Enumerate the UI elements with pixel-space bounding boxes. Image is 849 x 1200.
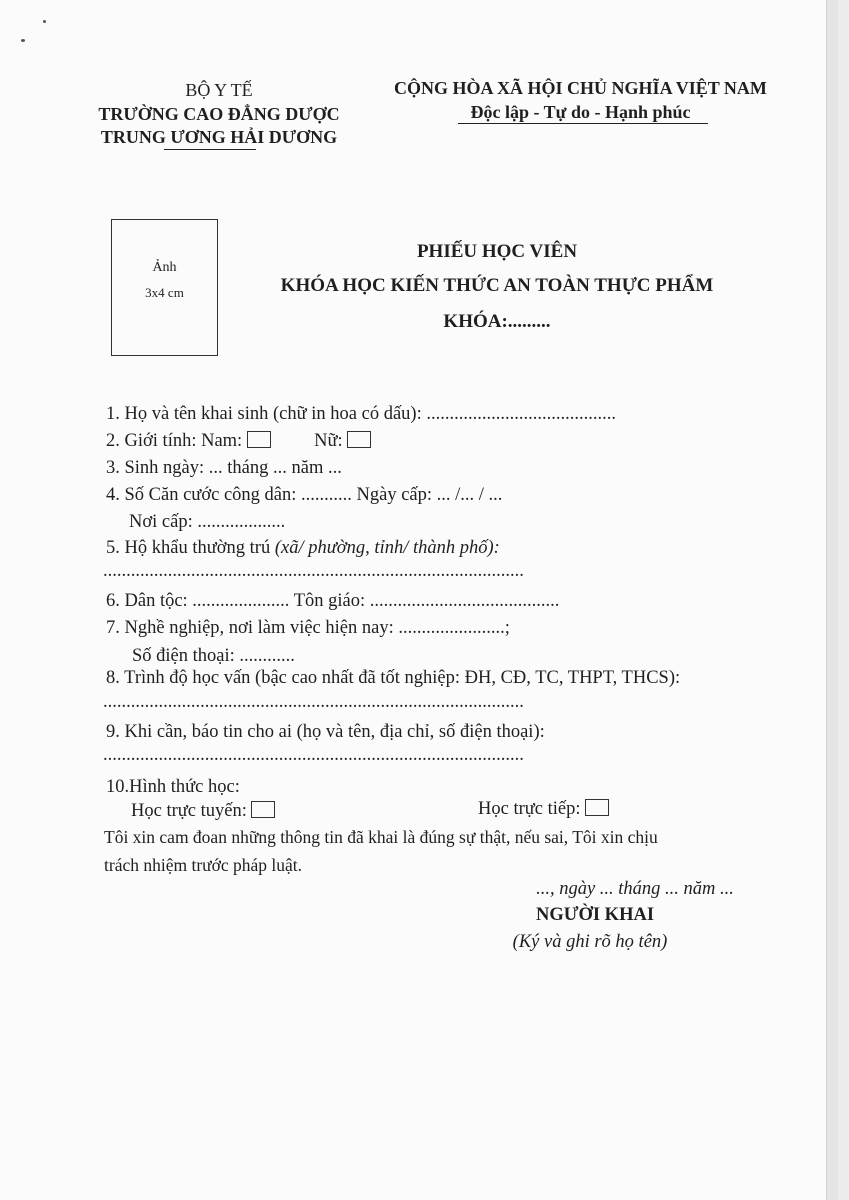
- pledge-line2: trách nhiệm trước pháp luật.: [104, 855, 303, 875]
- gender-male-checkbox[interactable]: [247, 431, 271, 448]
- course-title: KHÓA HỌC KIẾN THỨC AN TOÀN THỰC PHẨM: [280, 275, 714, 296]
- field-birth-date[interactable]: 3. Sinh ngày: ... tháng ... năm ...: [106, 458, 342, 478]
- gender-label: 2. Giới tính: Nam:: [106, 431, 243, 451]
- field-full-name[interactable]: 1. Họ và tên khai sinh (chữ in hoa có dấu): .........................................: [106, 404, 616, 424]
- field-gender: [106, 431, 371, 452]
- field-emergency-contact: 9. Khi cần, báo tin cho ai (họ và tên, địa chỉ, số điện thoại):: [106, 722, 545, 742]
- signature-note: (Ký và ghi rõ họ tên): [512, 932, 668, 952]
- study-offline-checkbox[interactable]: [585, 799, 609, 816]
- residence-note: (xã/ phường, tỉnh/ thành phố):: [274, 538, 500, 558]
- study-offline-option: [478, 799, 609, 820]
- scan-speck: [43, 20, 46, 23]
- field-study-mode: 10.Hình thức học:: [106, 777, 240, 797]
- scan-edge: [826, 0, 838, 1200]
- course-number: KHÓA:.........: [443, 311, 551, 332]
- header-left-underline: [164, 149, 256, 150]
- study-offline-label: Học trực tiếp:: [478, 799, 581, 819]
- signature-role: NGƯỜI KHAI: [535, 905, 655, 925]
- scan-speck: [21, 39, 25, 42]
- residence-label: 5. Hộ khẩu thường trú: [106, 538, 271, 558]
- field-phone[interactable]: Số điện thoại: ............: [132, 646, 295, 666]
- field-residence: [106, 538, 500, 559]
- field-citizen-id[interactable]: 4. Số Căn cước công dân: ........... Ngày cấp: ... /... / ...: [106, 485, 503, 505]
- gender-female-checkbox[interactable]: [347, 431, 371, 448]
- header-right-underline: [458, 123, 708, 124]
- field-ethnicity-religion[interactable]: 6. Dân tộc: ..................... Tôn giáo: .........................................: [106, 591, 560, 611]
- residence-input-line[interactable]: ...........................................................................................: [103, 561, 524, 581]
- pledge-line1: Tôi xin cam đoan những thông tin đã khai là đúng sự thật, nếu sai, Tôi xin chịu: [104, 827, 658, 847]
- study-online-option: [131, 801, 275, 822]
- signature-date: ..., ngày ... tháng ... năm ...: [536, 879, 734, 899]
- field-occupation[interactable]: 7. Nghề nghiệp, nơi làm việc hiện nay: .......................;: [106, 618, 510, 638]
- education-input-line[interactable]: ...........................................................................................: [103, 692, 524, 712]
- field-education: 8. Trình độ học vấn (bậc cao nhất đã tốt nghiệp: ĐH, CĐ, TC, THPT, THCS):: [106, 668, 681, 688]
- emergency-input-line[interactable]: ...........................................................................................: [103, 745, 524, 765]
- form-title: PHIẾU HỌC VIÊN: [416, 241, 578, 262]
- school-name-line1: TRƯỜNG CAO ĐẲNG DƯỢC: [98, 104, 340, 124]
- photo-size: 3x4 cm: [145, 285, 184, 300]
- national-motto: Độc lập - Tự do - Hạnh phúc: [470, 102, 691, 122]
- study-online-checkbox[interactable]: [251, 801, 275, 818]
- national-title: CỘNG HÒA XÃ HỘI CHỦ NGHĨA VIỆT NAM: [394, 78, 767, 98]
- study-online-label: Học trực tuyến:: [131, 801, 247, 821]
- gender-female-label: Nữ:: [314, 431, 343, 451]
- photo-placeholder: [111, 219, 218, 356]
- photo-label: Ảnh: [152, 260, 177, 275]
- field-issue-place[interactable]: Nơi cấp: ...................: [129, 512, 286, 532]
- school-name-line2: TRUNG ƯƠNG HẢI DƯƠNG: [100, 127, 338, 147]
- ministry-name: BỘ Y TẾ: [185, 80, 253, 100]
